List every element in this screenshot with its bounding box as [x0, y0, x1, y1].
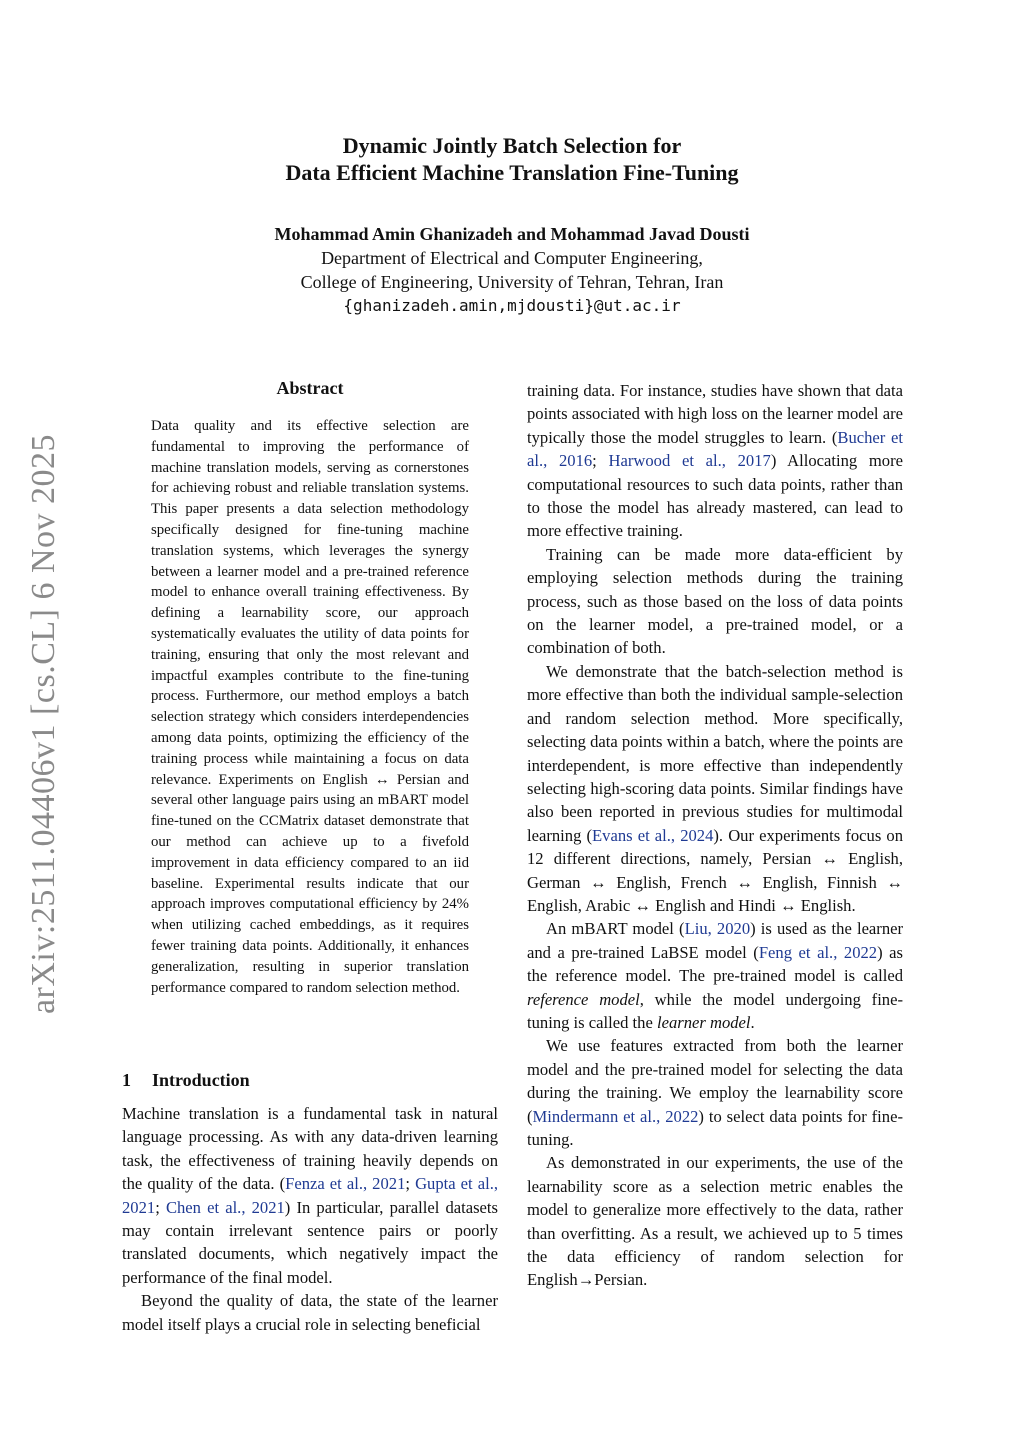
- emphasis-term: learner model: [656, 1012, 751, 1032]
- abstract-heading: Abstract: [276, 378, 344, 398]
- arxiv-stamp: arXiv:2511.04406v1 [cs.CL] 6 Nov 2025: [25, 433, 62, 1015]
- intro-column-right: [527, 379, 903, 1292]
- intro-paragraph-3: Training can be made more data-efficient by employing selection methods during the training process, such as those based on the loss of data points on the learner model, a pre-trained model, or a combination of both.: [527, 544, 903, 658]
- author-names: Mohammad Amin Ghanizadeh and Mohammad Javad Dousti: [274, 224, 750, 244]
- citation-link[interactable]: Liu, 2020: [684, 919, 751, 939]
- paper-title: [0, 132, 1024, 186]
- affiliation-line-1: Department of Electrical and Computer Engineering,: [321, 248, 703, 268]
- intro-paragraph-2: Beyond the quality of data, the state of the learner model itself plays a crucial role in selecting beneficial: [122, 1291, 498, 1334]
- citation-link[interactable]: Fenza et al., 2021: [285, 1174, 406, 1194]
- author-block: [0, 222, 1024, 318]
- emphasis-term: reference model: [527, 989, 640, 1009]
- title-line-1: Dynamic Jointly Batch Selection for: [342, 133, 682, 158]
- citation-link[interactable]: Bucher et al., 2016: [527, 427, 903, 471]
- intro-column-left: [122, 1102, 498, 1336]
- abstract-text: Data quality and its effective selection are fundamental to improving the performance of machine translation models, serving as cornerstones for achieving robust and reliable translation systems. This paper presents a data selection methodology specifically designed for fine-tuning machine translation systems, which leverages the synergy between a learner model and a pre-trained reference model to enhance overall training effectiveness. By defining a learnability score, our approach systematically evaluates the utility of data points for training, ensuring that only the most relevant and impactful examples contribute to the fine-tuning process. Furthermore, our method employs a batch selection strategy which considers interdependencies among data points, optimizing the efficiency of the training process while maintaining a focus on data relevance. Experiments on English ↔ Persian and several other language pairs using an mBART model fine-tuned on the CCMatrix dataset demonstrate that our method can achieve up to a fivefold improvement in data efficiency compared to an iid baseline. Experimental results indicate that our approach improves computational efficiency by 24% when utilizing cached embeddings, as it requires fewer training data points. Additionally, it enhances generalization, resulting in superior translation performance compared to random selection method.: [151, 418, 469, 996]
- citation-link[interactable]: Harwood et al., 2017: [608, 451, 771, 471]
- intro-paragraph-7: As demonstrated in our experiments, the use of the learnability score as a selection metric enables the model to generalize more effectively to the data, rather than overfitting. As a result, we achieved up to 5 times the data efficiency of random selection for English→Persian.: [527, 1153, 903, 1290]
- affiliation-line-2: College of Engineering, University of Tehran, Tehran, Iran: [300, 272, 724, 292]
- citation-link[interactable]: Feng et al., 2022: [758, 942, 878, 962]
- intro-paragraph-2-continued: training data. For instance, studies have shown that data points associated with high loss on the learner model are typically those the model struggles to learn. (Bucher et al., 2016; Harwood et al., 2017) Allocating more computational resources to such data points, rather than to those the model has already mastered, can lead to more effective training.: [527, 381, 903, 541]
- intro-paragraph-6: We use features extracted from both the learner model and the pre-trained model for selecting the data during the training. We employ the learnability score (Mindermann et al., 2022) to select data points for fine-tuning.: [527, 1036, 903, 1149]
- title-line-2: Data Efficient Machine Translation Fine-Tuning: [285, 160, 739, 185]
- author-email[interactable]: {ghanizadeh.amin,mjdousti}@ut.ac.ir: [343, 296, 681, 315]
- section-heading-introduction: [122, 1070, 250, 1091]
- citation-link[interactable]: Evans et al., 2024: [592, 825, 714, 845]
- citation-link[interactable]: Chen et al., 2021: [165, 1197, 285, 1217]
- section-number: 1: [122, 1070, 131, 1090]
- section-title: Introduction: [152, 1070, 250, 1090]
- intro-paragraph-1: Machine translation is a fundamental task in natural language processing. As with any data-driven learning task, the effectiveness of training heavily depends on the quality of the data. (Fenza et al., 2021; Gupta et al., 2021; Chen et al., 2021) In particular, parallel datasets may contain irrelevant sentence pairs or poorly translated documents, which negatively impact the performance of the final model.: [122, 1104, 498, 1287]
- citation-link[interactable]: Gupta et al., 2021: [122, 1174, 498, 1217]
- intro-paragraph-4: We demonstrate that the batch-selection method is more effective than both the individual sample-selection and random selection method. More specifically, selecting data points within a batch, where the points are interdependent, is more effective than independently selecting high-scoring data points. Similar findings have also been reported in previous studies for multimodal learning (Evans et al., 2024). Our experiments focus on 12 different directions, namely, Persian ↔ English, German ↔ English, French ↔ English, Finnish ↔ English, Arabic ↔ English and Hindi ↔ English.: [527, 661, 904, 915]
- intro-paragraph-5: An mBART model (Liu, 2020) is used as the learner and a pre-trained LaBSE model (Feng et al., 2022) as the reference model. The pre-trained model is called reference model, while the model undergoing fine-tuning is called the learner model.: [527, 919, 904, 1032]
- citation-link[interactable]: Mindermann et al., 2022: [532, 1106, 699, 1126]
